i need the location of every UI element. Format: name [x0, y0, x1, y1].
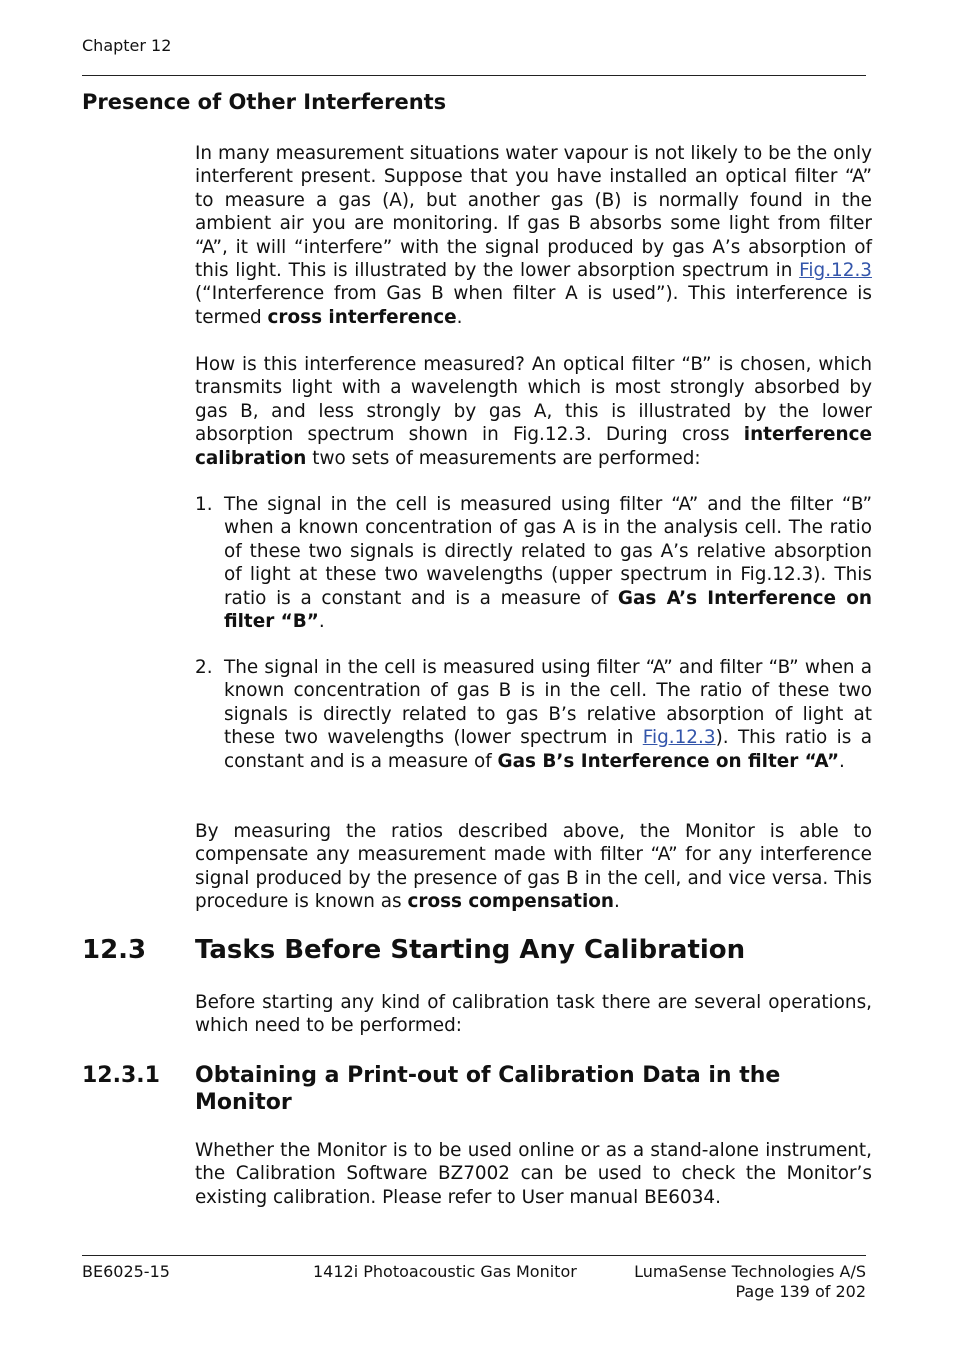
fig-12-3-link[interactable]: Fig.12.3 — [799, 260, 872, 282]
list-number: 1. — [195, 494, 213, 515]
list-number: 2. — [195, 657, 213, 678]
paragraph-cross-compensation — [195, 820, 872, 914]
paragraph-cross-interference — [195, 142, 872, 329]
text: Whether the Monitor is to be used online or as a stand-alone instrument, the Calibration Software BZ7002 can be used to check the Monitor’s existing calibration. Please refer to User manual BE6034. — [195, 1140, 872, 1208]
paragraph-interference-measured — [195, 353, 872, 470]
footer-page-number: Page 139 of 202 — [735, 1281, 866, 1301]
section-title-other-interferents: Presence of Other Interferents — [82, 90, 447, 114]
text: . — [839, 750, 845, 772]
footer-company: LumaSense Technologies A/S — [634, 1262, 866, 1281]
footer-doc-id: BE6025-15 — [82, 1262, 170, 1281]
term-interference-calibration: interference calibration — [195, 424, 872, 469]
term-cross-compensation: cross compensation — [407, 891, 615, 913]
header-rule — [82, 75, 866, 76]
text: . — [456, 306, 463, 328]
text: By measuring the ratios described above, the Monitor is able to compensate any measurement made with filter “A” for any interference signal produced by the presence of gas B in the cell, and vice versa. This procedure is known as — [195, 821, 872, 913]
term-cross-interference: cross interference — [267, 306, 457, 328]
text: The signal in the cell is measured using filter “A” and the filter “B” when a known concentration of gas A is in the analysis cell. The ratio of these two signals is directly related to gas A’s relative absorption of light at these two wavelengths (upper spectrum in Fig.12.3). This ratio is a constant and is a measure of — [224, 494, 872, 609]
footer-company-page — [634, 1262, 866, 1301]
text: . — [614, 891, 620, 913]
footer-product: 1412i Photoacoustic Gas Monitor — [313, 1262, 577, 1281]
section-heading-12-3-1 — [82, 1062, 835, 1116]
text: (“Interference from Gas B when filter A is used”). This interference is termed — [195, 283, 872, 328]
list-item-1 — [195, 493, 872, 633]
text: In many measurement situations water vapour is not likely to be the only interferent present. Suppose that you have installed an optical filter “A” to measure a gas (A), but another gas (B) is normally found in the ambient air you are monitoring. If gas B absorbs some light from filter “A”, it will “interfere” with the signal produced by gas A’s absorption of this light. This is illustrated by the lower absorption spectrum in — [195, 143, 872, 282]
section-title: Tasks Before Starting Any Calibration — [195, 935, 746, 965]
term-gas-b-interference: Gas B’s Interference on filter “A” — [497, 750, 840, 772]
section-title: Obtaining a Print-out of Calibration Data in the Monitor — [195, 1063, 781, 1115]
text: The signal in the cell is measured using filter “A” and filter “B” when a known concentration of gas B is in the cell. The ratio of these two signals is directly related to gas B’s relative absorption of light at these two wavelengths (lower spectrum in — [224, 657, 872, 749]
text: Before starting any kind of calibration task there are several operations, which need to be performed: — [195, 992, 872, 1037]
term-gas-a-interference: Gas A’s Interference on filter “B” — [224, 587, 872, 633]
text: ). This ratio is a constant and is a measure of — [224, 727, 872, 772]
fig-12-3-link[interactable]: Fig.12.3 — [642, 727, 716, 749]
footer-rule — [82, 1255, 866, 1256]
text: . — [318, 611, 325, 633]
section-number: 12.3 — [82, 935, 147, 965]
list-item-2 — [195, 656, 872, 773]
text: two sets of measurements are performed: — [306, 447, 701, 469]
section-heading-12-3 — [82, 935, 745, 965]
text: How is this interference measured? An optical filter “B” is chosen, which transmits light with a wavelength which is most strongly absorbed by gas B, and less strongly by gas A, this is illustrated by the lower absorption spectrum shown in Fig.12.3. During cross — [195, 354, 872, 446]
section-number: 12.3.1 — [82, 1063, 160, 1088]
chapter-header: Chapter 12 — [82, 36, 172, 55]
paragraph-printout — [195, 1139, 872, 1209]
paragraph-tasks-intro — [195, 991, 872, 1038]
